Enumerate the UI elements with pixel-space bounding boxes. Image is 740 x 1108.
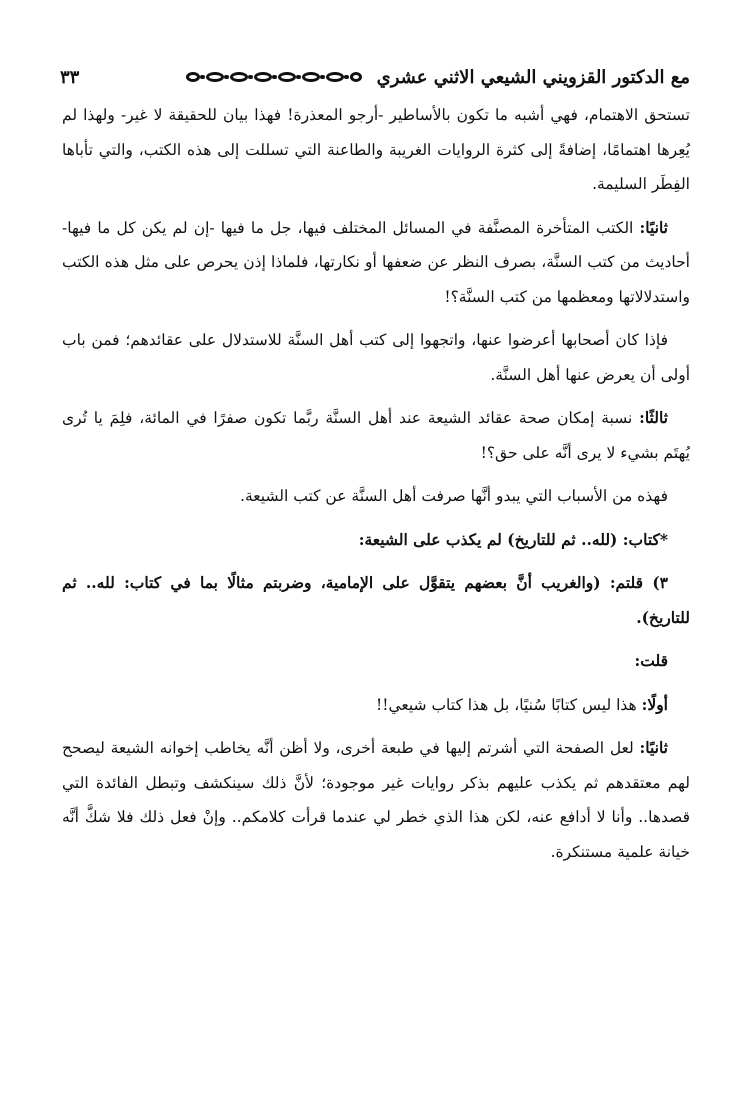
paragraph-reply-second <box>62 731 690 869</box>
section-heading-text: *كتاب: (لله.. ثم للتاريخ) لم يكذب على الشيعة: <box>358 529 668 549</box>
quoted-claim-text: ٣) قلتم: (والغريب أنَّ بعضهم يتقوَّل على الإمامية، وضربتم مثالًا بما في كتاب: لله.. ثم للتاريخ). <box>62 573 690 627</box>
section-heading <box>62 523 690 558</box>
paragraph-text: فهذه من الأسباب التي يبدو أنَّها صرفت أهل السنَّة عن كتب الشيعة. <box>240 487 668 505</box>
paragraph-summary <box>62 479 690 514</box>
paragraph-quoted-claim <box>62 566 690 635</box>
paragraph-text: هذا ليس كتابًا سُنيًا، بل هذا كتاب شيعي!! <box>376 695 642 714</box>
paragraph-lead: ثانيًا: <box>639 738 668 757</box>
paragraph-third-point <box>62 401 690 470</box>
paragraph-lead: أولًا: <box>641 694 668 714</box>
running-title: مع الدكتور القزويني الشيعي الاثني عشري <box>376 66 690 88</box>
paragraph-text: تستحق الاهتمام، فهي أشبه ما تكون بالأساطير -أرجو المعذرة! فهذا بيان للحقيقة لا غير- ولهذا لم يُعِرها اهتمامًا، إضافةً إلى كثرة الروايات الغريبة والطاعنة التي تسللت إلى هذه الكتب، والتي تأباها الفِطَر السليمة. <box>62 106 690 193</box>
paragraph-text: نسبة إمكان صحة عقائد الشيعة عند أهل السنَّة ربَّما تكون صفرًا في المائة، فلِمَ يا تُرى يُهتَم بشيء لا يرى أنَّه على حق؟! <box>62 409 690 462</box>
reply-heading-text: قلت: <box>634 651 668 670</box>
decorative-chain-ornament-icon <box>89 69 362 85</box>
page-body <box>62 98 690 869</box>
paragraph-continued <box>62 98 690 202</box>
paragraph-lead: ثالثًا: <box>639 408 668 427</box>
paragraph-reply-first <box>62 688 690 723</box>
paragraph-second-point <box>62 211 690 315</box>
page-number: ٣٣ <box>60 66 80 88</box>
paragraph-text: لعل الصفحة التي أشرتم إليها في طبعة أخرى، ولا أظن أنَّه يخاطب إخوانه الشيعة ليصحح لهم معتقدهم ثم يكذب عليهم بذكر روايات غير موجودة؛ لأنَّ ذلك سينكشف وتبطل الفائدة التي قصدها.. وأنا لا أدافع عنه، لكن هذا الذي خطر لي عندما قرأت كلامكم.. وإنْ فعل ذلك فلا شكَّ أنَّه خيانة علمية مستنكرة. <box>62 739 690 861</box>
paragraph-consequence <box>62 323 690 392</box>
paragraph-text: فإذا كان أصحابها أعرضوا عنها، واتجهوا إلى كتب أهل السنَّة للاستدلال على عقائدهم؛ فمن باب أولى أن يعرض عنها أهل السنَّة. <box>62 331 690 384</box>
reply-heading <box>62 644 690 679</box>
page-header <box>60 60 690 94</box>
paragraph-lead: ثانيًا: <box>639 217 668 237</box>
paragraph-text: الكتب المتأخرة المصنَّفة في المسائل المختلف فيها، جل ما فيها -إن لم يكن كل ما فيها- أحاديث من كتب السنَّة، بصرف النظر عن ضعفها أو نكارتها، فلماذا إذن يحرص على مثل هذه الكتب واستدلالاتها ومعظمها من كتب السنَّة؟! <box>62 218 690 306</box>
